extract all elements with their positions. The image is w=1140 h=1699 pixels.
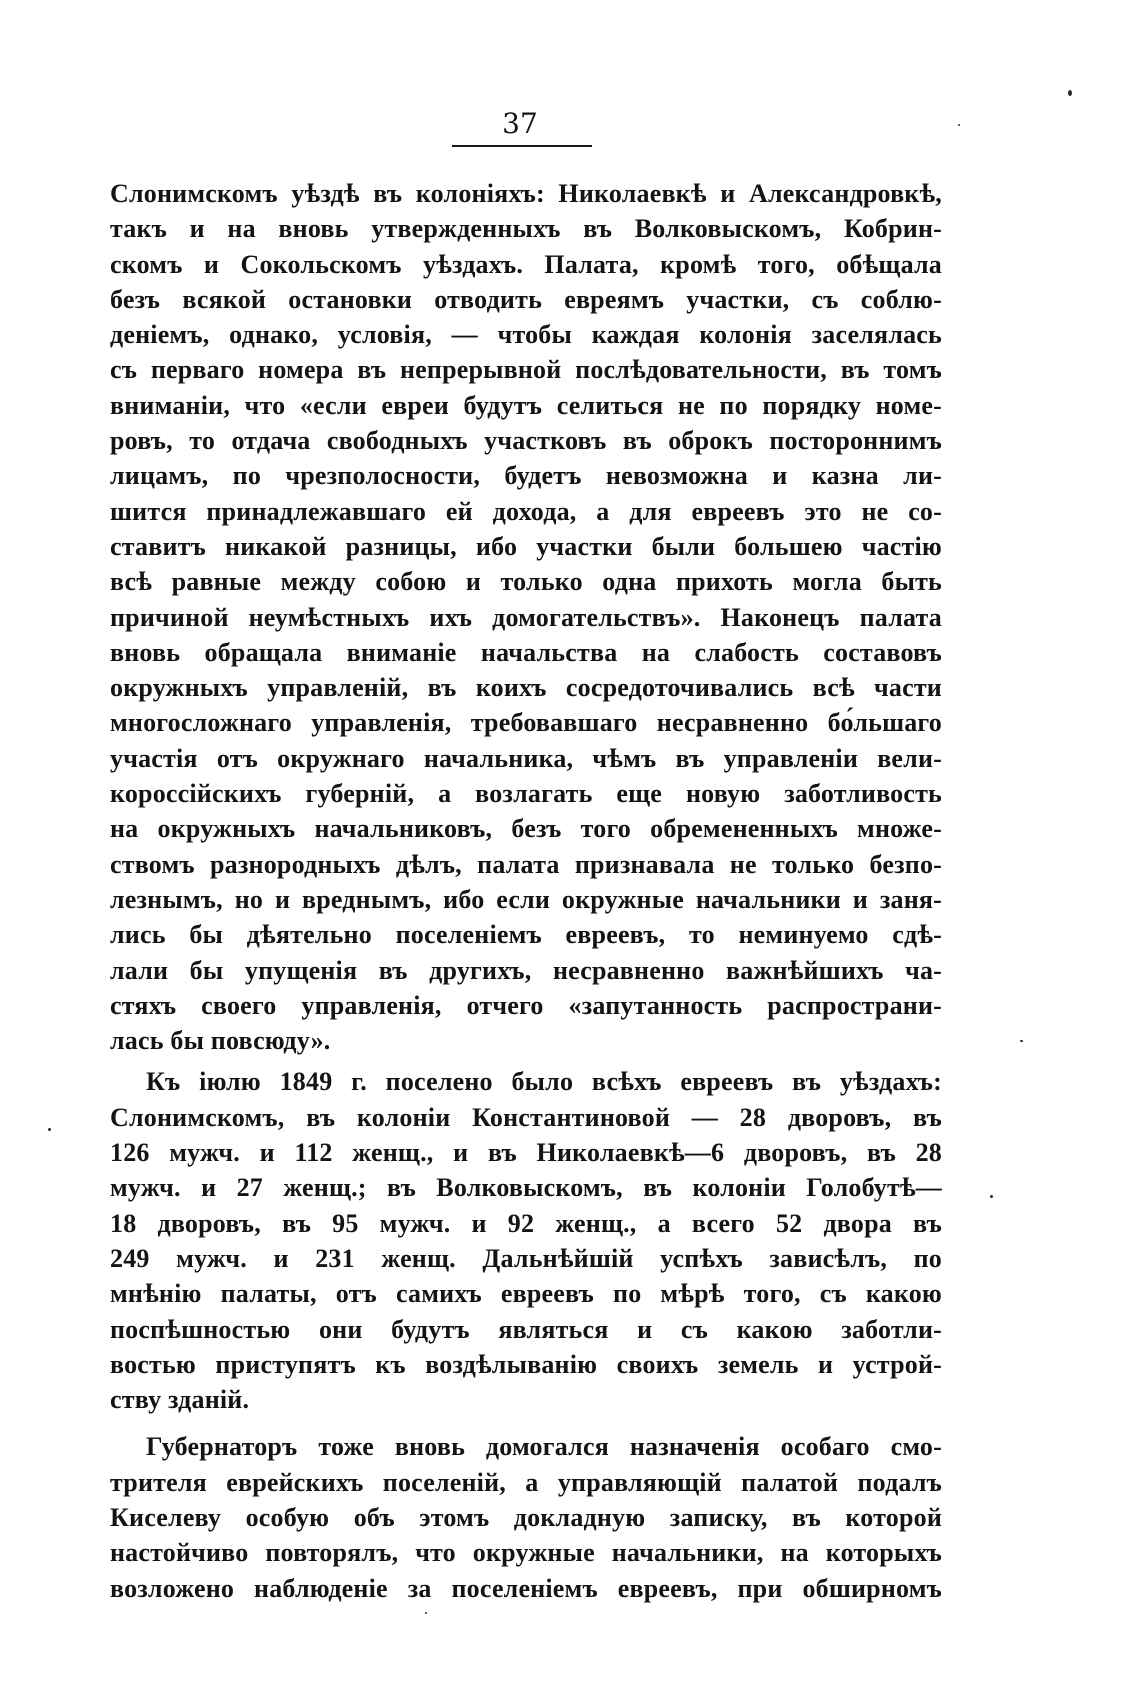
text-line: Слонимскомъ, въ колоніи Константиновой — 28 дворовъ, въ — [110, 1102, 942, 1132]
text-line: такъ и на вновь утвержденныхъ въ Волковыскомъ, Кобрин- — [110, 214, 942, 244]
text-line: скомъ и Сокольскомъ уѣздахъ. Палата, кромѣ того, обѣщала — [110, 249, 942, 279]
text-line: всѣ равные между собою и только одна прихоть могла быть — [110, 567, 942, 597]
text-line: ровъ, то отдача свободныхъ участковъ въ оброкъ постороннимъ — [110, 426, 942, 456]
text-line: 18 дворовъ, въ 95 мужч. и 92 женщ., а всего 52 двора въ — [110, 1208, 942, 1238]
text-line: лезнымъ, но и вреднымъ, ибо если окружные начальники и заня- — [110, 884, 942, 914]
text-line: мужч. и 27 женщ.; въ Волковыскомъ, въ колоніи Голобутѣ— — [110, 1173, 942, 1203]
text-line: съ перваго номера въ непрерывной послѣдовательности, въ томъ — [110, 355, 942, 385]
text-line: 249 мужч. и 231 женщ. Дальнѣйшій успѣхъ зависѣлъ, по — [110, 1243, 942, 1273]
text-line: лицамъ, по чрезполосности, будетъ невозможна и казна ли- — [110, 461, 942, 491]
page-number: 37 — [502, 107, 538, 140]
paragraph-gap — [110, 1417, 942, 1429]
text-line: лали бы упущенія въ другихъ, несравненно важнѣйшихъ ча- — [110, 955, 942, 985]
scan-speck — [990, 1195, 993, 1198]
text-line: участія отъ окружнаго начальника, чѣмъ въ управленіи вели- — [110, 743, 942, 773]
text-line: безъ всякой остановки отводить евреямъ участки, съ соблю- — [110, 284, 942, 314]
text-line: стяхъ своего управленія, отчего «запутанность распространи- — [110, 990, 942, 1020]
text-line: трителя еврейскихъ поселеній, а управляющій палатой подалъ — [110, 1467, 942, 1497]
scan-speck — [958, 124, 960, 126]
text-line: 126 мужч. и 112 женщ., и въ Николаевкѣ—6 дворовъ, въ 28 — [110, 1138, 942, 1168]
text-line: мнѣнію палаты, отъ самихъ евреевъ по мѣрѣ того, съ какою — [110, 1279, 942, 1309]
body-text — [110, 176, 942, 1606]
text-line: Слонимскомъ уѣздѣ въ колоніяхъ: Николаевкѣ и Александровкѣ, — [110, 179, 942, 208]
text-line: поспѣшностью они будутъ являться и съ какою заботли- — [110, 1314, 942, 1344]
text-line: вновь обращала вниманіе начальства на слабость составовъ — [110, 637, 942, 667]
scan-speck — [48, 1128, 51, 1131]
scan-speck — [1068, 90, 1072, 96]
text-line: деніемъ, однако, условія, — чтобы каждая колонія заселялась — [110, 320, 942, 350]
text-line: Къ іюлю 1849 г. поселено было всѣхъ евреевъ въ уѣздахъ: — [146, 1067, 942, 1097]
text-line: короссійскихъ губерній, а возлагать еще новую заботливость — [110, 779, 942, 809]
text-line: ствомъ разнородныхъ дѣлъ, палата признавала не только безпо- — [110, 849, 942, 879]
paragraph-3 — [110, 1429, 942, 1605]
text-line: ству зданій. — [110, 1385, 250, 1415]
paragraph-1 — [110, 176, 942, 1058]
text-line: ставитъ никакой разницы, ибо участки были большею частію — [110, 531, 942, 561]
page-number-rule — [452, 145, 592, 147]
scan-speck — [425, 1612, 427, 1614]
text-line: на окружныхъ начальниковъ, безъ того обремененныхъ множе- — [110, 814, 942, 844]
scan-speck — [1020, 1040, 1023, 1042]
text-line: многосложнаго управленія, требовавшаго несравненно бо́льшаго — [110, 708, 942, 738]
text-line: лась бы повсюду». — [110, 1026, 331, 1056]
text-line: окружныхъ управленій, въ коихъ сосредоточивались всѣ части — [110, 673, 942, 703]
text-line: востью приступятъ къ воздѣлыванію своихъ земель и устрой- — [110, 1349, 942, 1379]
text-line: причиной неумѣстныхъ ихъ домогательствъ». Наконецъ палата — [110, 602, 942, 632]
text-line: вниманіи, что «если евреи будутъ селиться не по порядку номе- — [110, 390, 942, 420]
text-line: лись бы дѣятельно поселеніемъ евреевъ, то неминуемо сдѣ- — [110, 920, 942, 950]
text-line: Губернаторъ тоже вновь домогался назначенія особаго смо- — [146, 1432, 942, 1462]
text-line: Киселеву особую объ этомъ докладную записку, въ которой — [110, 1502, 942, 1532]
text-line: шится принадлежавшаго ей дохода, а для евреевъ это не со- — [110, 496, 942, 526]
paragraph-2 — [110, 1064, 942, 1417]
text-line: настойчиво повторялъ, что окружные начальники, на которыхъ — [110, 1538, 942, 1568]
text-line: возложено наблюденіе за поселеніемъ евреевъ, при обширномъ — [110, 1573, 942, 1603]
